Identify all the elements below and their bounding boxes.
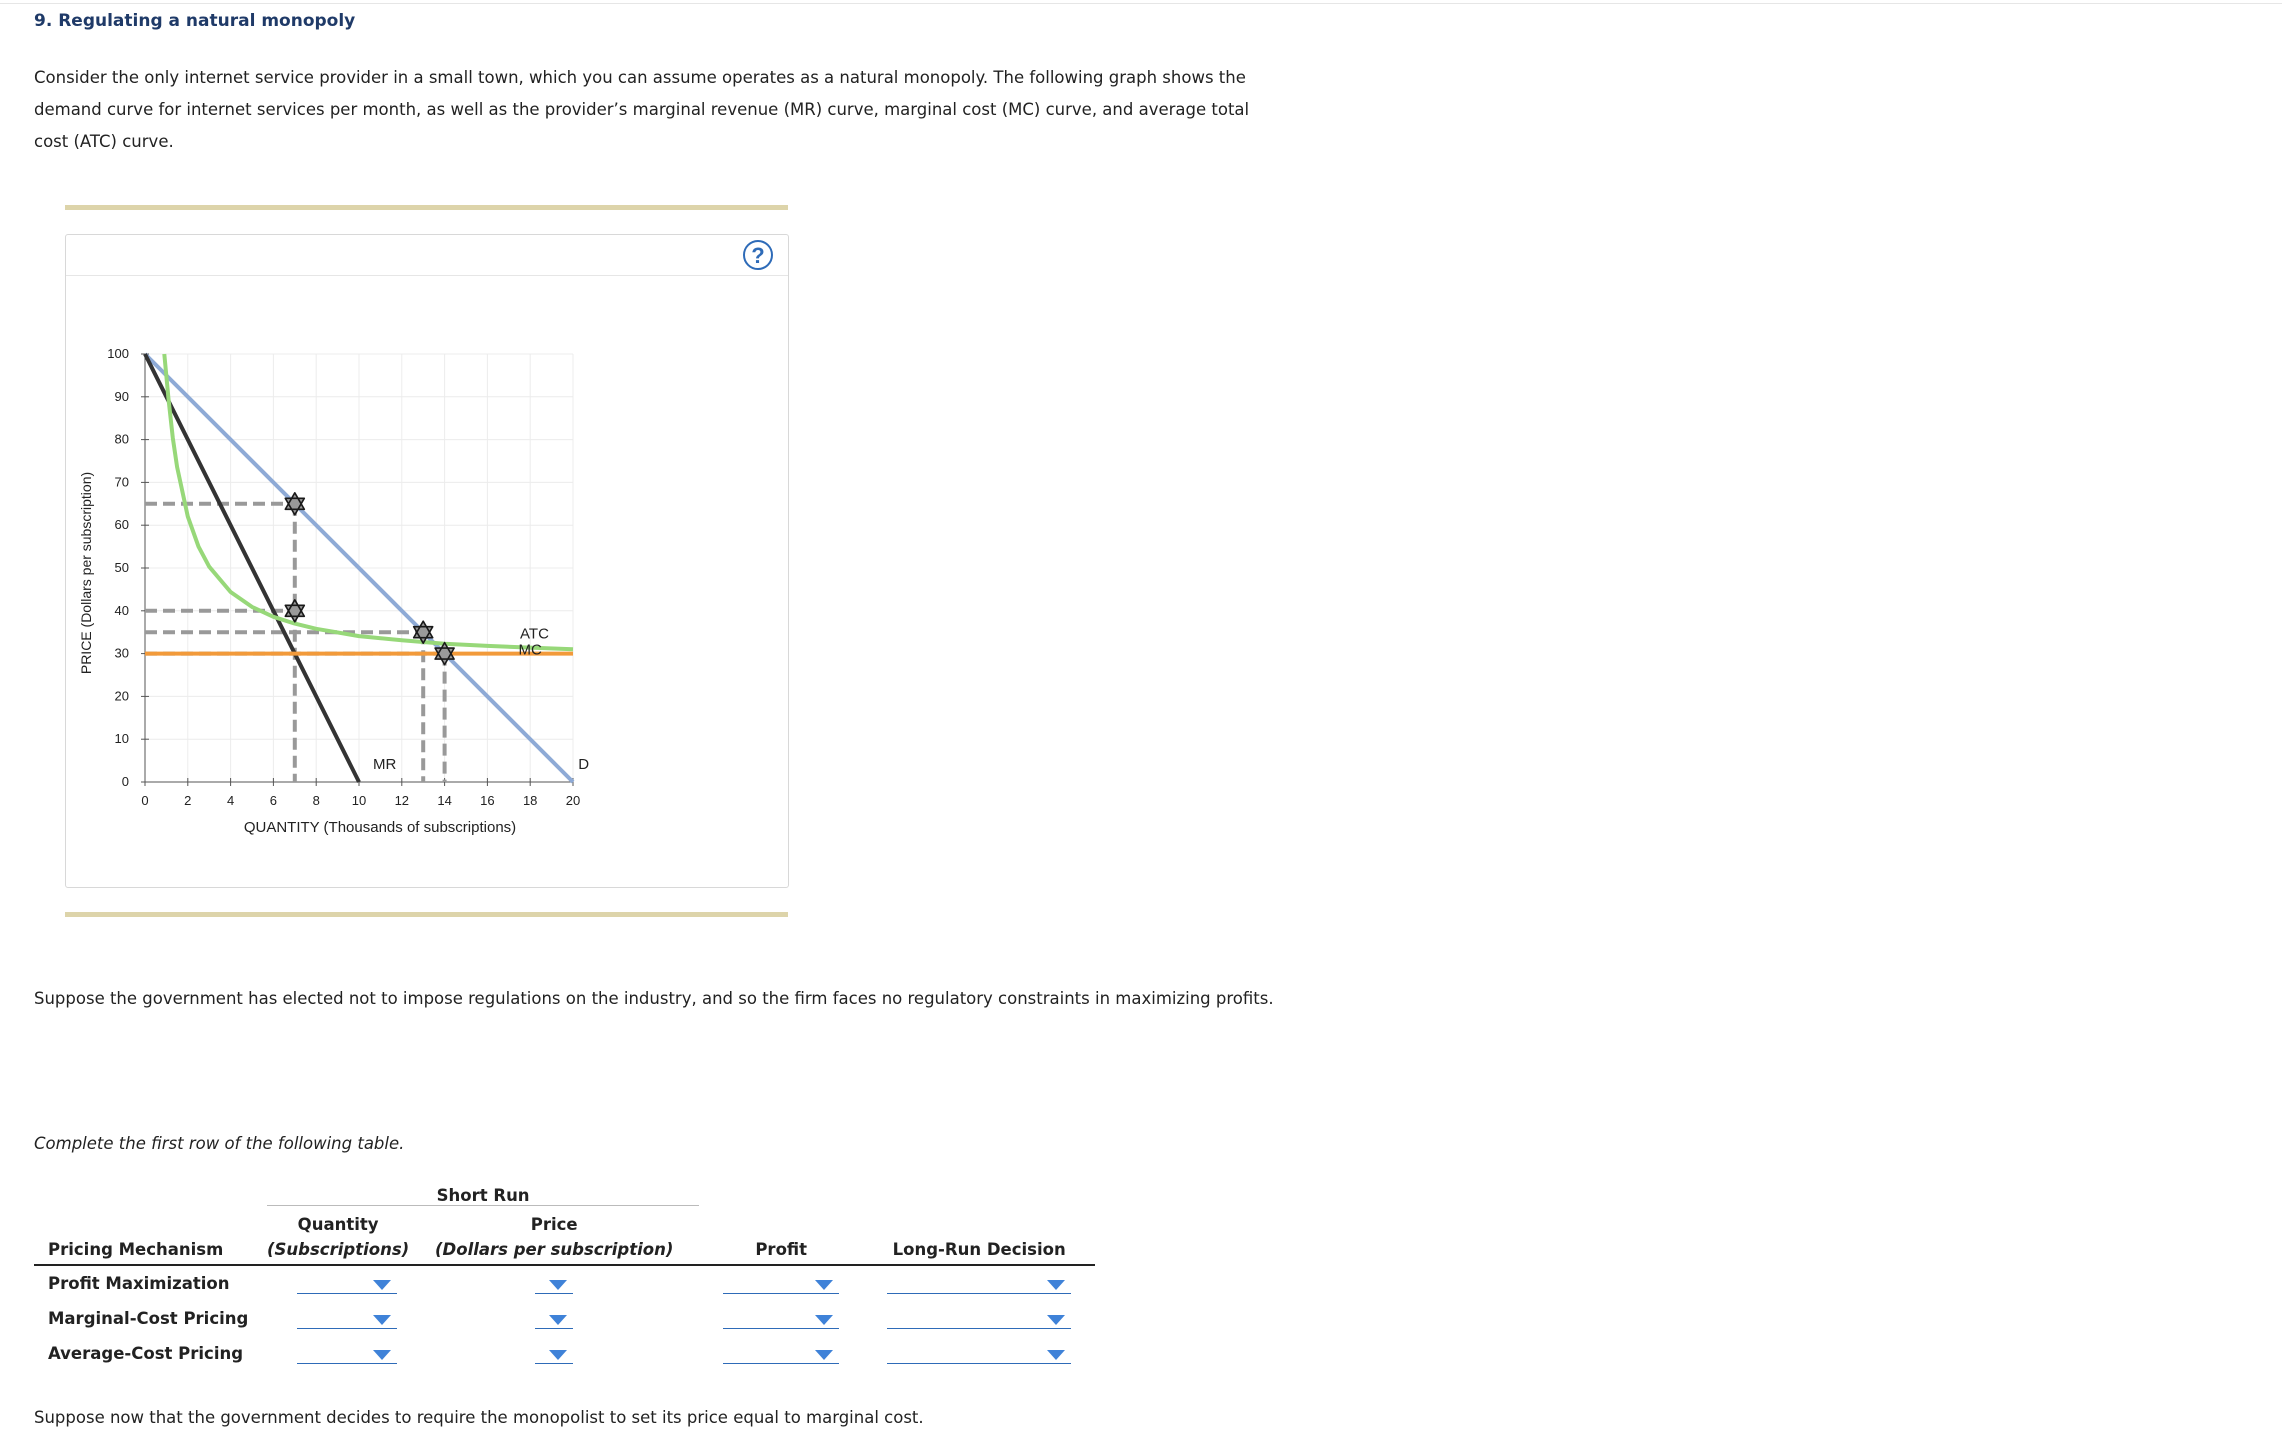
y-tick-label: 70: [114, 474, 129, 490]
y-tick-label: 0: [121, 774, 129, 789]
x-tick-label: 8: [312, 793, 320, 808]
price-dropdown[interactable]: [535, 1275, 573, 1294]
y-tick-label: 10: [114, 731, 129, 747]
x-tick-label: 16: [480, 793, 495, 808]
x-tick-label: 12: [394, 793, 410, 808]
x-axis-title: QUANTITY (Thousands of subscriptions): [243, 819, 517, 836]
y-tick-label: 80: [114, 431, 129, 447]
intro-paragraph: Consider the only internet service provider in a small town, which you can assume operates as a natural monopoly. The following graph shows the demand curve for internet services per month, as well as the provider’s marginal revenue (MR) curve, marginal cost (MC) curve, and average total cost (ATC) curve.: [34, 68, 1250, 151]
row-label-average-cost-pricing: Average-Cost Pricing: [48, 1344, 244, 1363]
x-tick-label: 0: [141, 793, 149, 808]
monopoly-graph: [70, 340, 630, 860]
long-run-decision-header: Long-Run Decision: [863, 1234, 1095, 1265]
x-tick-label: 10: [351, 793, 367, 808]
y-tick-label: 40: [114, 602, 129, 618]
short-run-header: Short Run: [267, 1175, 699, 1206]
header-spacer: [34, 1175, 267, 1206]
table-instruction: Complete the first row of the following table.: [34, 1134, 405, 1153]
curve-label-d: D: [578, 756, 590, 774]
profit-dropdown[interactable]: [723, 1345, 839, 1364]
x-tick-label: 6: [269, 793, 278, 808]
long-run-decision-dropdown[interactable]: [887, 1345, 1071, 1364]
graph-top-divider: [65, 205, 788, 210]
profit-header: Profit: [699, 1234, 863, 1265]
x-tick-label: 18: [522, 793, 538, 808]
pricing-mechanism-header: Pricing Mechanism: [34, 1234, 267, 1265]
curve-label-atc: ATC: [520, 625, 549, 643]
price-dropdown[interactable]: [535, 1345, 573, 1364]
question-title: 9. Regulating a natural monopoly: [34, 11, 356, 31]
long-run-decision-dropdown[interactable]: [887, 1275, 1071, 1294]
quantity-dropdown[interactable]: [297, 1310, 397, 1329]
help-icon[interactable]: ?: [743, 240, 773, 270]
answer-table: [34, 1175, 1095, 1371]
long-run-decision-dropdown[interactable]: [887, 1310, 1071, 1329]
y-tick-label: 20: [114, 688, 129, 704]
star-marker: [285, 600, 304, 622]
graph-bottom-divider: [65, 912, 788, 917]
row-label-marginal-cost-pricing: Marginal-Cost Pricing: [48, 1309, 249, 1328]
x-tick-label: 2: [184, 793, 192, 808]
price-unit-header: (Dollars per subscription): [409, 1234, 699, 1265]
price-dropdown[interactable]: [535, 1310, 573, 1329]
scenario-paragraph: Suppose the government has elected not to impose regulations on the industry, and so the firm faces no regulatory constraints in maximizing profits.: [34, 989, 1274, 1008]
y-tick-label: 90: [114, 388, 129, 404]
price-header: Price: [530, 1215, 578, 1234]
x-tick-label: 4: [226, 793, 235, 808]
quantity-unit-header: (Subscriptions): [267, 1234, 409, 1265]
y-axis-title: PRICE (Dollars per subscription): [78, 471, 94, 675]
table-row: [34, 1265, 1095, 1301]
y-tick-label: 50: [114, 560, 129, 575]
graph-toolbar-divider: [66, 275, 788, 276]
curve-label-mr: MR: [373, 756, 397, 774]
curve-atc: [164, 354, 573, 649]
x-tick-label: 14: [437, 793, 452, 808]
quantity-header: Quantity: [297, 1215, 379, 1234]
profit-dropdown[interactable]: [723, 1310, 839, 1329]
quantity-dropdown[interactable]: [297, 1275, 397, 1294]
profit-dropdown[interactable]: [723, 1275, 839, 1294]
x-tick-label: 20: [565, 793, 581, 808]
top-divider: [0, 3, 2282, 4]
curve-label-mc: MC: [518, 641, 542, 659]
table-row: [34, 1301, 1095, 1336]
row-label-profit-maximization: Profit Maximization: [48, 1274, 230, 1293]
y-tick-label: 60: [114, 517, 129, 533]
table-row: [34, 1336, 1095, 1371]
y-tick-label: 30: [114, 645, 129, 661]
followup-paragraph: Suppose now that the government decides to require the monopolist to set its price equal to marginal cost.: [34, 1408, 924, 1427]
y-tick-label: 100: [107, 346, 129, 361]
quantity-dropdown[interactable]: [297, 1345, 397, 1364]
